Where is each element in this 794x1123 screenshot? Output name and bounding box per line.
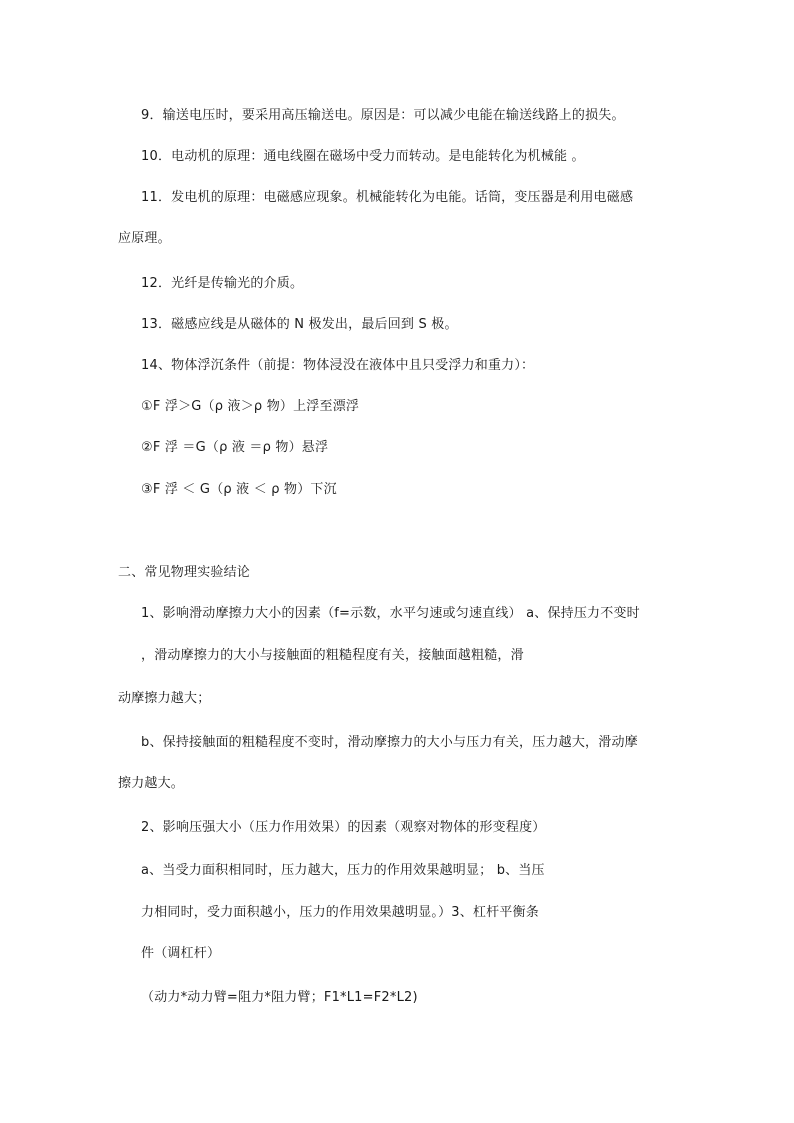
text-line-item-14: 14、物体浮沉条件（前提：物体浸没在液体中且只受浮力和重力）：: [141, 358, 535, 373]
text-line-lever-formula: （动力*动力臂=阻力*阻力臂；F1*L1=F2*L2): [141, 990, 418, 1005]
text-line-float-condition: ①F 浮＞G（ρ 液＞ρ 物）上浮至漂浮: [141, 399, 360, 414]
text-line-item-12: 12．光纤是传输光的介质。: [141, 276, 304, 291]
text-line-item-9: 9．输送电压时，要采用高压输送电。原因是：可以减少电能在输送线路上的损失。: [141, 108, 625, 123]
text-line-item-13: 13．磁感应线是从磁体的 N 极发出，最后回到 S 极。: [141, 317, 458, 332]
text-line-sink-condition: ③F 浮 ＜ G（ρ 液 ＜ ρ 物）下沉: [141, 482, 337, 497]
text-line-exp-1: 1、影响滑动摩擦力大小的因素（f=示数，水平匀速或匀速直线） a、保持压力不变时: [141, 606, 640, 621]
text-line-exp-2: 2、影响压强大小（压力作用效果）的因素（观察对物体的形变程度）: [141, 820, 546, 835]
text-line-exp-3: 件（调杠杆）: [141, 946, 221, 961]
text-line-exp-1-b: b、保持接触面的粗糙程度不变时，滑动摩擦力的大小与压力有关，压力越大，滑动摩: [141, 735, 638, 750]
text-line-exp-2-a: a、当受力面积相同时，压力越大，压力的作用效果越明显； b、当压: [141, 863, 545, 878]
text-line-item-11: 11．发电机的原理：电磁感应现象。机械能转化为电能。话筒，变压器是利用电磁感: [141, 190, 634, 205]
text-line-exp-1-cont: ，滑动摩擦力的大小与接触面的粗糙程度有关，接触面越粗糙，滑: [141, 648, 524, 663]
section-heading: 二、常见物理实验结论: [118, 565, 251, 580]
text-line-item-11-cont: 应原理。: [118, 231, 171, 246]
text-line-item-10: 10．电动机的原理：通电线圈在磁场中受力而转动。是电能转化为机械能 。: [141, 149, 585, 164]
text-line-exp-1-cont-2: 动摩擦力越大；: [118, 691, 211, 706]
text-line-exp-1-b-cont: 擦力越大。: [118, 776, 185, 791]
text-line-exp-2-cont: 力相同时，受力面积越小，压力的作用效果越明显。）3、杠杆平衡条: [141, 905, 539, 920]
text-line-suspend-condition: ②F 浮 ＝G（ρ 液 ＝ρ 物）悬浮: [141, 440, 329, 455]
